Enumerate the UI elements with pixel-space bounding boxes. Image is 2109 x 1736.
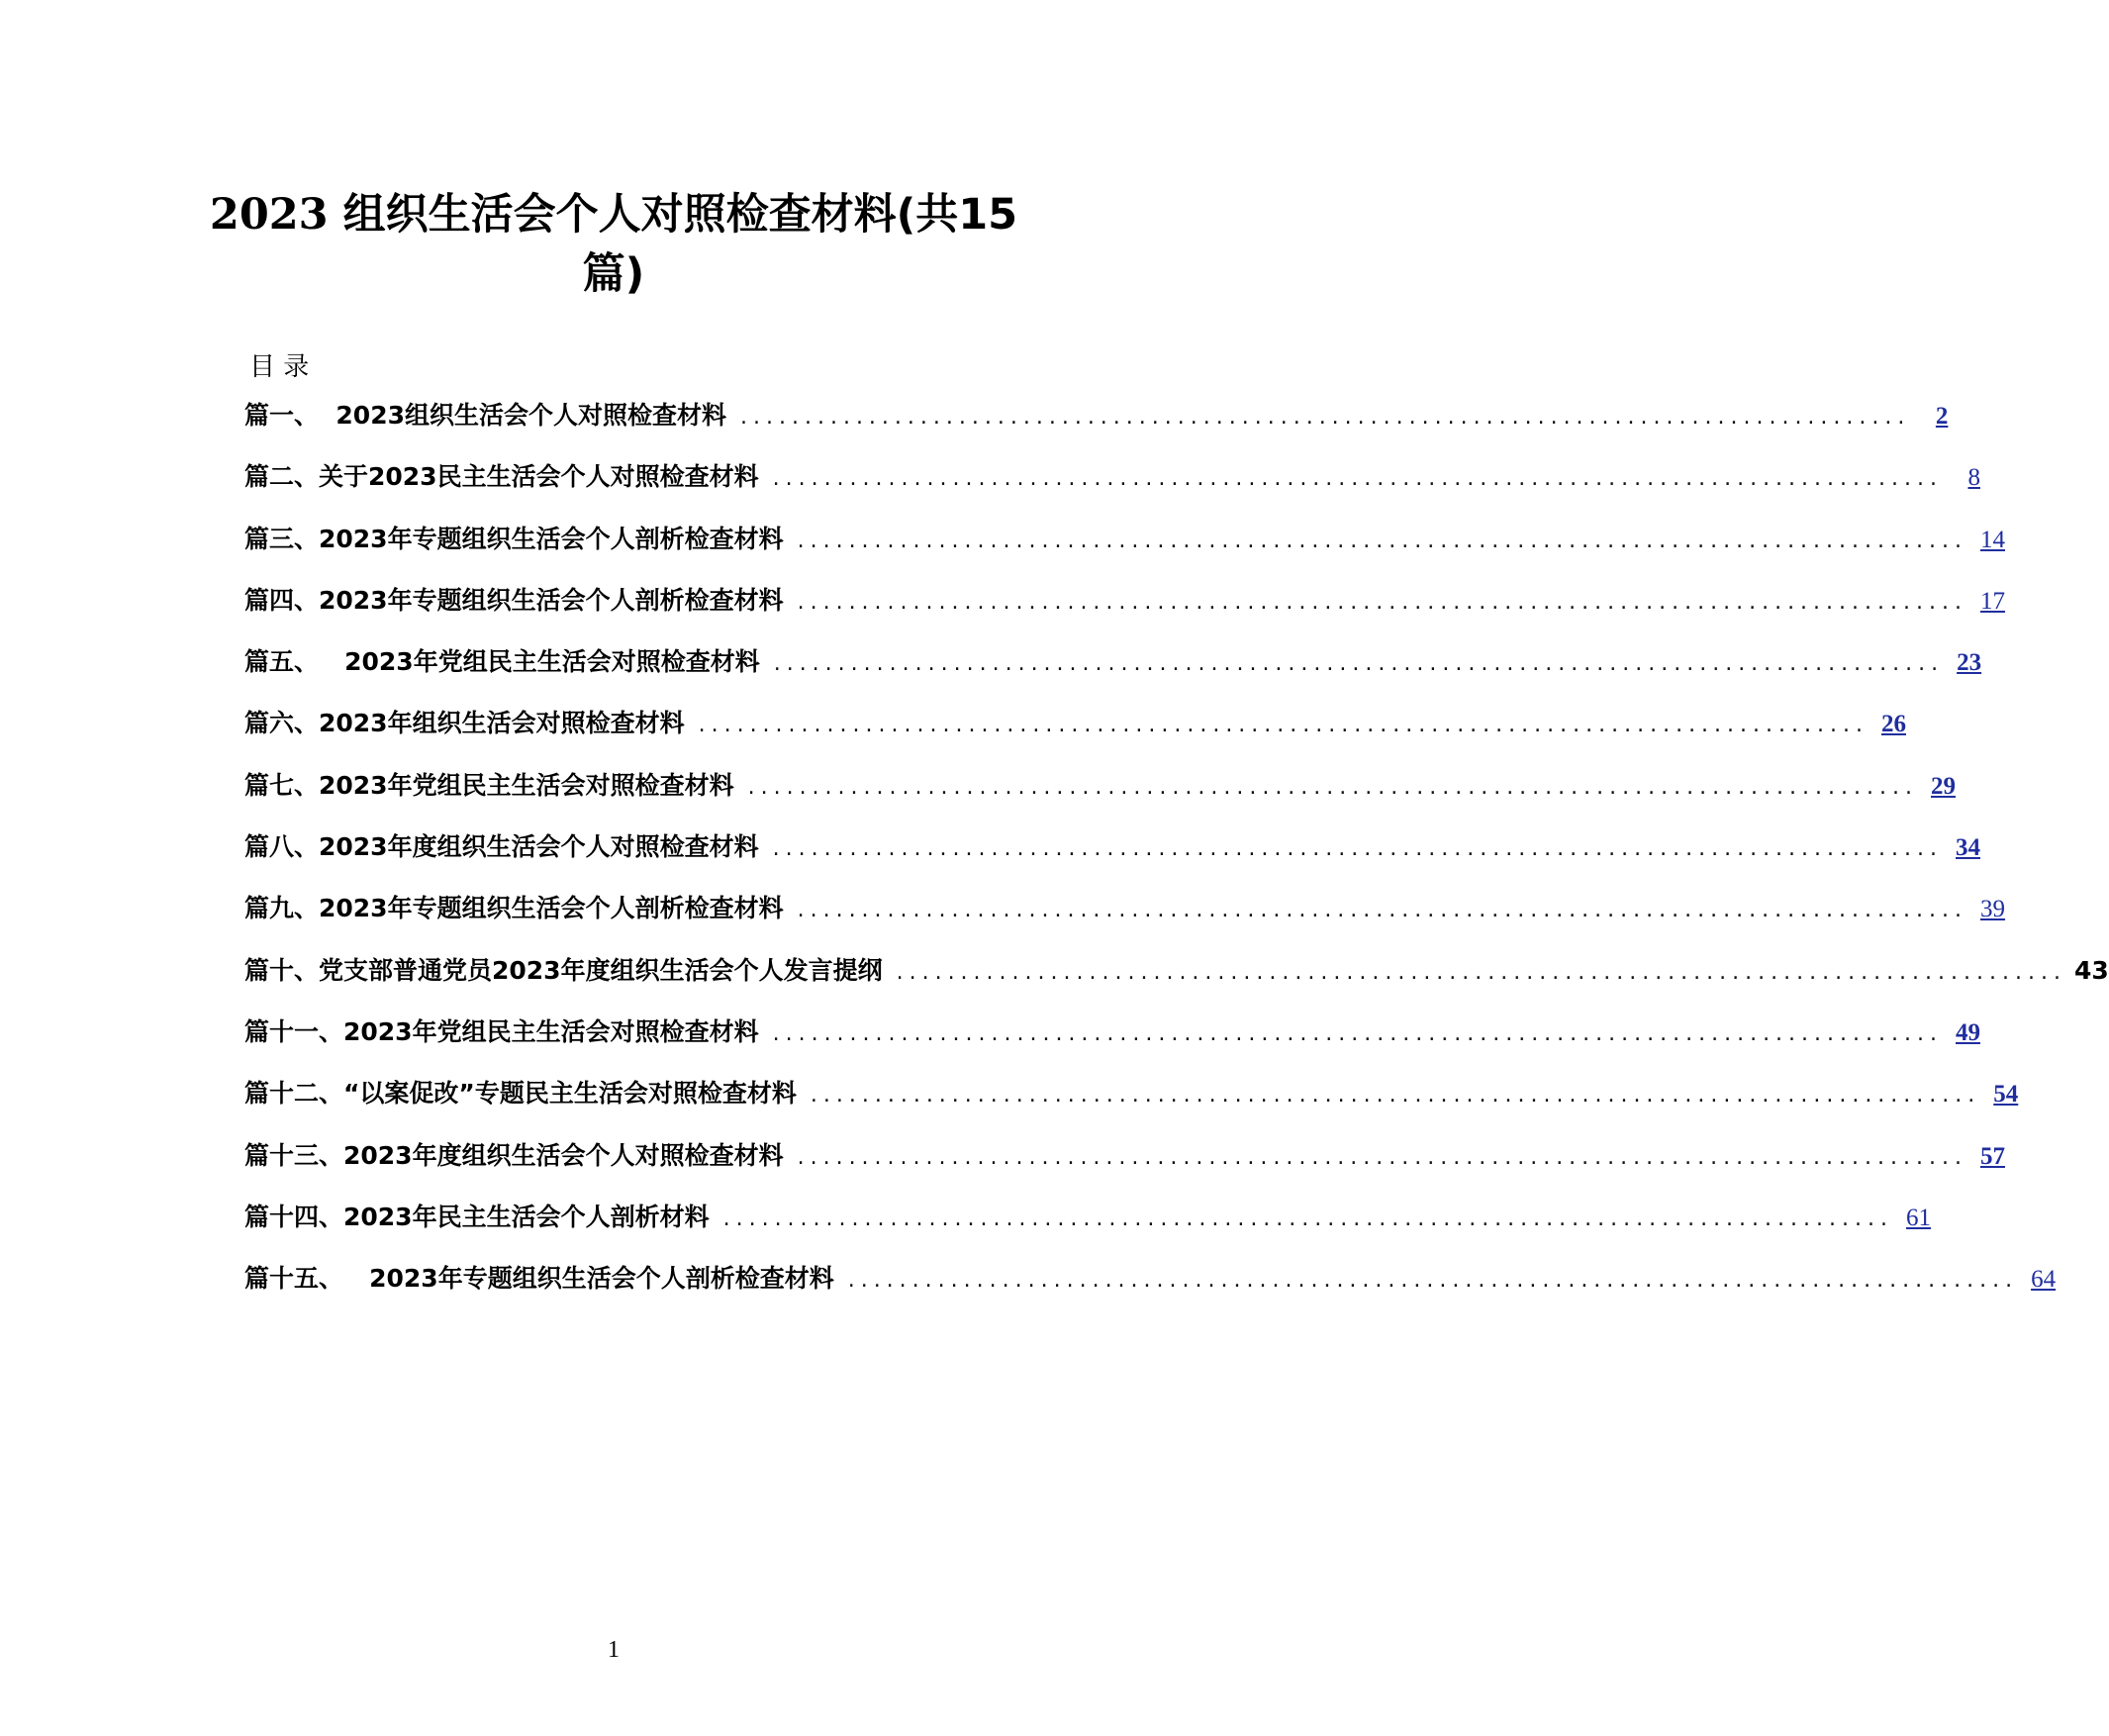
toc-entry-label: 篇一、 2023组织生活会个人对照检查材料: [244, 401, 726, 430]
toc-entry-label: 篇十四、2023年民主生活会个人剖析材料: [244, 1202, 710, 1231]
toc-heading: 目 录: [249, 352, 310, 382]
toc-entry-8[interactable]: [244, 827, 1980, 889]
toc-entry-label: 篇四、2023年专题组织生活会个人剖析检查材料: [244, 585, 784, 615]
toc-page-link[interactable]: 64: [2031, 1266, 2057, 1294]
dot-leader: ...........................................................................................: [810, 1083, 1981, 1109]
table-of-contents: [244, 396, 2109, 1320]
toc-entry-11[interactable]: [244, 1013, 1980, 1074]
dot-leader: ...........................................................................................: [772, 836, 1943, 862]
toc-entry-label: 篇十五、 2023年专题组织生活会个人剖析检查材料: [244, 1264, 834, 1294]
dot-leader: ...........................................................................................: [797, 528, 1967, 553]
toc-page-link[interactable]: 2: [1935, 403, 1949, 430]
dot-leader: ...........................................................................................: [797, 1144, 1967, 1170]
toc-entry-9[interactable]: [244, 889, 2005, 950]
toc-entry-13[interactable]: [244, 1136, 2005, 1198]
dot-leader: ...........................................................................................: [722, 1206, 1893, 1231]
toc-page-link[interactable]: 39: [1979, 896, 2005, 923]
toc-page-link[interactable]: 23: [1957, 649, 1982, 677]
toc-page-link[interactable]: 17: [1979, 587, 2005, 615]
toc-page-number[interactable]: 43: [2073, 955, 2109, 985]
dot-leader: ...........................................................................................: [896, 959, 2066, 985]
toc-page-link[interactable]: 54: [1993, 1081, 2019, 1109]
toc-entry-1[interactable]: [244, 396, 1949, 457]
dot-leader: ...........................................................................................: [773, 651, 1945, 677]
toc-entry-7[interactable]: [244, 766, 1956, 827]
toc-page-link[interactable]: 49: [1955, 1018, 1980, 1046]
toc-entry-4[interactable]: [244, 581, 2005, 642]
toc-page-link[interactable]: 57: [1979, 1142, 2005, 1170]
toc-entry-label: 篇十、党支部普通党员2023年度组织生活会个人发言提纲: [244, 955, 883, 985]
toc-entry-14[interactable]: [244, 1198, 1931, 1259]
toc-page-link[interactable]: 61: [1905, 1204, 1931, 1231]
toc-entry-15[interactable]: [244, 1259, 2057, 1320]
dot-leader: ...........................................................................................: [740, 405, 1911, 430]
toc-entry-10[interactable]: [244, 951, 2109, 1013]
toc-entry-label: 篇六、2023年组织生活会对照检查材料: [244, 709, 685, 738]
toc-entry-5[interactable]: [244, 642, 1982, 704]
title-year: 2023: [209, 190, 329, 240]
toc-entry-label: 篇九、2023年专题组织生活会个人剖析检查材料: [244, 894, 784, 923]
toc-entry-label: 篇十二、“以案促改”专题民主生活会对照检查材料: [244, 1079, 797, 1109]
dot-leader: ...........................................................................................: [847, 1268, 2019, 1294]
toc-entry-label: 篇七、2023年党组民主生活会对照检查材料: [244, 770, 734, 800]
title-text: 组织生活会个人对照检查材料(共15: [328, 190, 1018, 240]
dot-leader: ...........................................................................................: [698, 713, 1869, 738]
toc-entry-2[interactable]: [244, 457, 1980, 519]
toc-page-link[interactable]: 8: [1967, 464, 1980, 492]
toc-page-link[interactable]: 29: [1930, 772, 1956, 800]
dot-leader: ...........................................................................................: [797, 589, 1967, 615]
document-title-line-1: [148, 184, 1079, 245]
document-title-line-2: 篇): [582, 249, 645, 299]
dot-leader: ...........................................................................................: [747, 774, 1918, 800]
page-number: 1: [608, 1637, 620, 1663]
toc-page-link[interactable]: 14: [1979, 526, 2005, 553]
toc-entry-label: 篇十三、2023年度组织生活会个人对照检查材料: [244, 1140, 784, 1170]
dot-leader: ...........................................................................................: [772, 466, 1943, 492]
toc-entry-label: 篇三、2023年专题组织生活会个人剖析检查材料: [244, 524, 784, 553]
dot-leader: ...........................................................................................: [797, 898, 1967, 923]
toc-page-link[interactable]: 34: [1955, 834, 1980, 862]
toc-page-link[interactable]: 26: [1880, 711, 1906, 738]
toc-entry-6[interactable]: [244, 704, 1906, 765]
dot-leader: ...........................................................................................: [772, 1020, 1943, 1046]
toc-entry-label: 篇十一、2023年党组民主生活会对照检查材料: [244, 1016, 759, 1046]
toc-entry-12[interactable]: [244, 1074, 2019, 1135]
toc-entry-label: 篇二、关于2023民主生活会个人对照检查材料: [244, 462, 759, 492]
toc-entry-3[interactable]: [244, 520, 2005, 581]
toc-entry-label: 篇五、 2023年党组民主生活会对照检查材料: [244, 647, 760, 677]
toc-entry-label: 篇八、2023年度组织生活会个人对照检查材料: [244, 832, 759, 862]
